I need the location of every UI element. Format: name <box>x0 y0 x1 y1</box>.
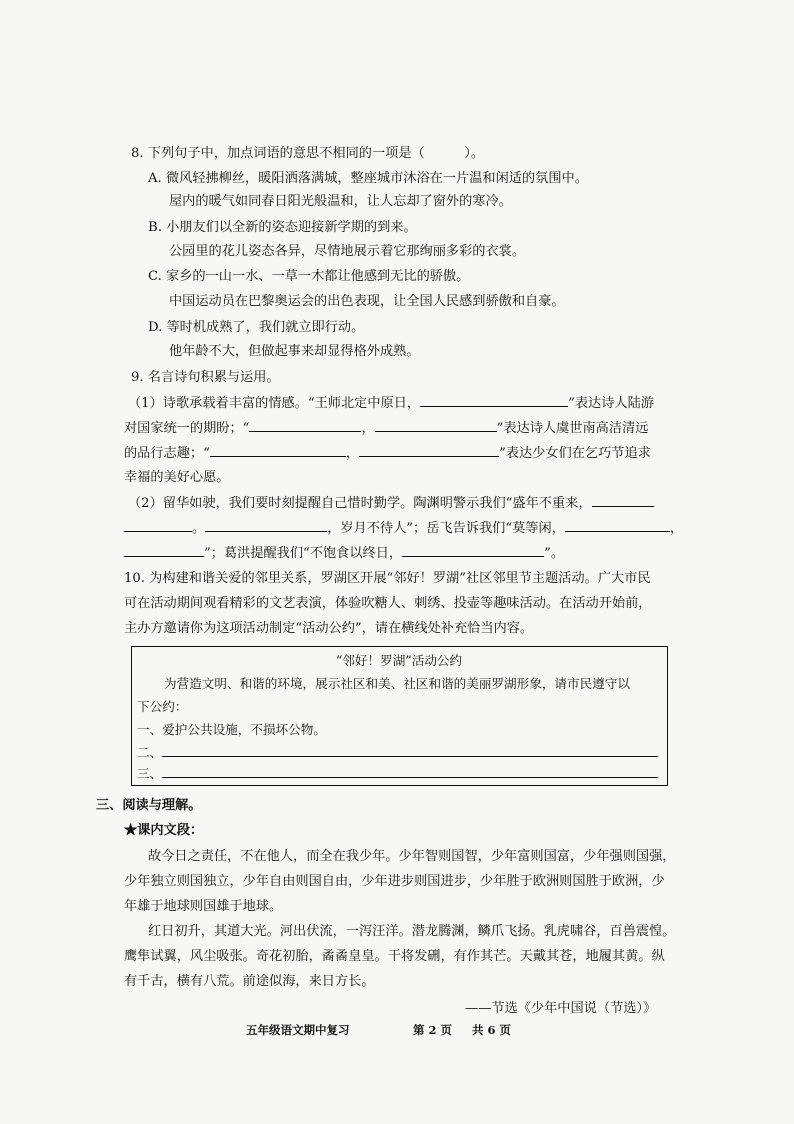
q9-part2-text: ， <box>669 521 684 536</box>
passage-para2-line3: 有千古，横有八荒。前途似海，来日方长。 <box>124 974 375 989</box>
answer-blank[interactable] <box>375 419 497 432</box>
passage-para2-line1: 红日初升，其道大光。河出伏流，一泻汪洋。潜龙腾渊，鳞爪飞扬。乳虎啸谷，百兽震惶。 <box>148 924 676 939</box>
answer-blank[interactable] <box>592 494 654 507</box>
footer-total-pages: 共 6 页 <box>472 1023 512 1037</box>
q9-part2-line3 <box>124 544 564 563</box>
q10-line2: 可在活动期间观看精彩的文艺表演，体验吹糖人、刺绣、投壶等趣味活动。在活动开始前， <box>124 596 652 611</box>
rule-number: 三、 <box>137 766 163 781</box>
q9-part2-line1 <box>128 494 654 513</box>
q9-stem: 9. 名言诗句积累与运用。 <box>131 370 280 385</box>
q9-part2-text: （2）留华如驶，我们要时刻提醒自己惜时勤学。陶渊明警示我们“盛年不重来， <box>128 496 592 511</box>
convention-title: “邻好！罗湖”活动公约 <box>335 653 463 668</box>
answer-blank[interactable] <box>124 544 204 557</box>
passage-para1-line1: 故今日之责任，不在他人，而全在我少年。少年智则国智，少年富则国富，少年强则国强， <box>148 849 676 864</box>
q9-part1-line2 <box>124 419 648 438</box>
q9-part2-text: ，岁月不待人”；岳飞告诉我们“莫等闲， <box>327 521 565 536</box>
q8-option-c-line2: 中国运动员在巴黎奥运会的出色表现，让全国人民感到骄傲和自豪。 <box>169 294 565 309</box>
convention-box <box>131 646 668 786</box>
section3-subheading: ★课内文段： <box>124 823 204 838</box>
convention-rule-1: 一、爱护公共设施，不损坏公物。 <box>137 722 326 737</box>
q9-part1-text: （1）诗歌承载着丰富的情感。“王师北定中原日， <box>128 396 421 411</box>
passage-para2-line2: 鹰隼试翼，风尘吸张。奇花初胎，矞矞皇皇。干将发硎，有作其芒。天戴其苍，地履其黄。纵 <box>124 949 665 964</box>
section3-heading: 三、阅读与理解。 <box>96 798 202 813</box>
q8-option-b-line2: 公园里的花儿姿态各异，尽情地展示着它那绚丽多彩的衣裳。 <box>169 244 526 259</box>
answer-blank[interactable] <box>420 394 568 407</box>
q8-stem: 8. 下列句子中，加点词语的意思不相同的一项是（ ）。 <box>131 146 485 161</box>
q9-part1-text: ”表达诗人虞世南高洁清远 <box>496 421 649 436</box>
q9-part1-text: 的品行志趣；“ <box>124 446 210 461</box>
q9-part1-text: ”表达少女们在乞巧节追求 <box>499 446 651 461</box>
q8-option-b-line1: B. 小朋友们以全新的姿态迎接新学期的到来。 <box>148 220 417 235</box>
q9-part1-text: ， <box>361 421 375 436</box>
passage-para1-line2: 少年独立则国独立，少年自由则国自由，少年进步则国进步，少年胜于欧洲则国胜于欧洲，少 <box>124 874 665 889</box>
q9-part2-line2 <box>124 519 683 538</box>
q9-part1-text: ， <box>345 446 360 461</box>
q9-part2-text: ”。 <box>544 546 565 561</box>
q10-line1: 10. 为构建和谐关爱的邻里关系，罗湖区开展“邻好！罗湖”社区邻里节主题活动。广大市民 <box>124 571 651 586</box>
q8-option-a-line1: A. 微风轻拂柳丝，暖阳洒落满城，整座城市沐浴在一片温和闲适的氛围中。 <box>148 171 588 186</box>
q9-part2-text: ”；葛洪提醒我们“不饱食以终日， <box>204 546 403 561</box>
passage-source: ——节选《少年中国说（节选）》 <box>465 1001 657 1016</box>
convention-intro-line1: 为营造文明、和谐的环境，展示社区和美、社区和谐的美丽罗湖形象，请市民遵守以 <box>164 676 630 691</box>
answer-blank[interactable] <box>249 419 361 432</box>
q10-line3: 主办方邀请你为这项活动制定“活动公约”，请在横线处补充恰当内容。 <box>124 621 534 636</box>
answer-blank[interactable] <box>565 519 670 532</box>
q8-option-a-line2: 屋内的暖气如同春日阳光般温和，让人忘却了窗外的寒冷。 <box>169 194 512 209</box>
convention-rule-2 <box>137 744 658 762</box>
q8-option-c-line1: C. 家乡的一山一水、一草一木都让他感到无比的骄傲。 <box>148 269 470 284</box>
answer-blank[interactable] <box>162 765 658 778</box>
answer-blank[interactable] <box>205 519 327 532</box>
passage-para1-line3: 年雄于地球则国雄于地球。 <box>124 899 283 914</box>
answer-blank[interactable] <box>402 544 544 557</box>
answer-blank[interactable] <box>162 744 658 757</box>
q9-part2-text: 。 <box>192 521 206 536</box>
convention-intro-line2: 下公约： <box>137 699 188 714</box>
q9-part1-line1 <box>128 394 654 413</box>
answer-blank[interactable] <box>359 444 499 457</box>
q9-part1-text: ”表达诗人陆游 <box>568 396 654 411</box>
answer-blank[interactable] <box>210 444 346 457</box>
footer-page-number: 第 2 页 <box>413 1023 453 1037</box>
footer-course: 五年级语文期中复习 <box>246 1023 350 1037</box>
rule-number: 二、 <box>137 745 163 760</box>
q9-part1-line3 <box>124 444 651 463</box>
q8-option-d-line2: 他年龄不大，但做起事来却显得格外成熟。 <box>169 344 420 359</box>
q9-part1-line4: 幸福的美好心愿。 <box>124 470 230 485</box>
answer-blank[interactable] <box>124 519 192 532</box>
convention-rule-3 <box>137 765 658 783</box>
q9-part1-text: 对国家统一的期盼；“ <box>124 421 250 436</box>
q8-option-d-line1: D. 等时机成熟了，我们就立即行动。 <box>148 320 365 335</box>
